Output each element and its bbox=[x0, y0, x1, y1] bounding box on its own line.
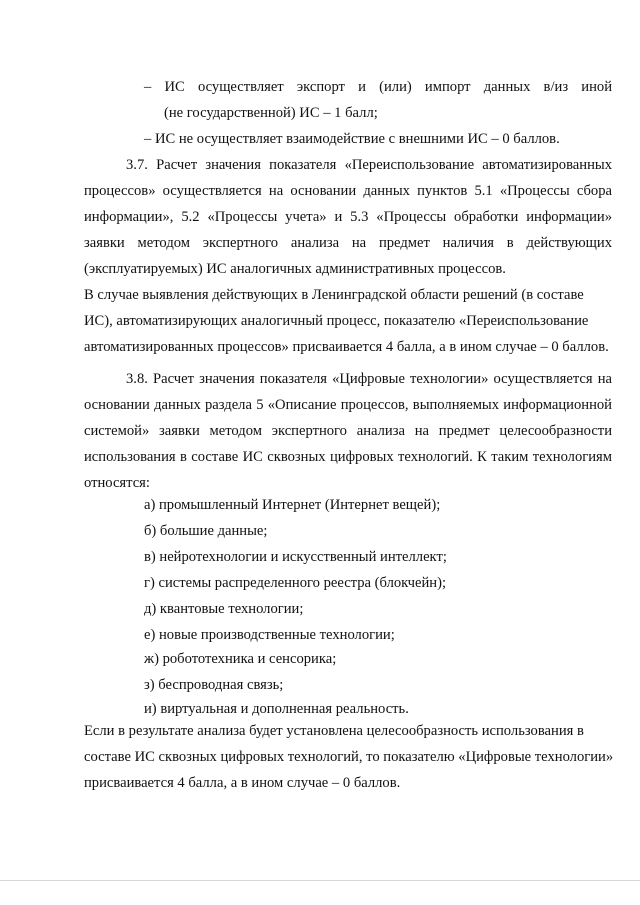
para-3-7-line-1: 3.7. Расчет значения показателя «Переиспользование автоматизированных bbox=[126, 157, 612, 173]
conclusion-line-3: присваивается 4 балла, а в ином случае – 0 баллов. bbox=[84, 775, 401, 791]
list-item-b: б) большие данные; bbox=[144, 523, 268, 539]
list-item-zh: ж) робототехника и сенсорика; bbox=[144, 651, 337, 667]
para-3-8-line-5: относятся: bbox=[84, 475, 150, 491]
conclusion-line-1: Если в результате анализа будет установлена целесообразность использования в bbox=[84, 723, 584, 739]
para-3-7-line-6: В случае выявления действующих в Ленинградской области решений (в составе bbox=[84, 287, 584, 303]
para-3-7-line-5: (эксплуатируемых) ИС аналогичных административных процессов. bbox=[84, 261, 506, 277]
para-3-7-line-3: информации», 5.2 «Процессы учета» и 5.3 «Процессы обработки информации» bbox=[84, 209, 612, 225]
para-3-7-line-2: процессов» осуществляется на основании данных пунктов 5.1 «Процессы сбора bbox=[84, 183, 612, 199]
page-bottom-divider bbox=[0, 880, 640, 881]
bullet-no-interaction: – ИС не осуществляет взаимодействие с внешними ИС – 0 баллов. bbox=[144, 131, 560, 147]
conclusion-line-2: составе ИС сквозных цифровых технологий, то показателю «Цифровые технологии» bbox=[84, 749, 614, 765]
para-3-8-line-1: 3.8. Расчет значения показателя «Цифровые технологии» осуществляется на bbox=[126, 371, 612, 387]
list-item-z: з) беспроводная связь; bbox=[144, 677, 284, 693]
list-item-a: а) промышленный Интернет (Интернет вещей); bbox=[144, 497, 441, 513]
para-3-7-line-4: заявки методом экспертного анализа на предмет наличия в действующих bbox=[84, 235, 612, 251]
list-item-i: и) виртуальная и дополненная реальность. bbox=[144, 701, 409, 717]
para-3-8-line-3: системой» заявки методом экспертного анализа на предмет целесообразности bbox=[84, 423, 612, 439]
list-item-v: в) нейротехнологии и искусственный интеллект; bbox=[144, 549, 447, 565]
para-3-7-line-8: автоматизированных процессов» присваивается 4 балла, а в ином случае – 0 баллов. bbox=[84, 339, 609, 355]
para-3-8-line-2: основании данных раздела 5 «Описание процессов, выполняемых информационной bbox=[84, 397, 612, 413]
para-3-7-line-7: ИС), автоматизирующих аналогичный процесс, показателю «Переиспользование bbox=[84, 313, 589, 329]
list-item-d: д) квантовые технологии; bbox=[144, 601, 304, 617]
list-item-e: е) новые производственные технологии; bbox=[144, 627, 395, 643]
list-item-g: г) системы распределенного реестра (блокчейн); bbox=[144, 575, 447, 591]
para-3-8-line-4: использования в составе ИС сквозных цифровых технологий. К таким технологиям bbox=[84, 449, 612, 465]
bullet-export-import: – ИС осуществляет экспорт и (или) импорт данных в/из иной bbox=[144, 79, 612, 95]
bullet-export-import-cont: (не государственной) ИС – 1 балл; bbox=[164, 105, 378, 121]
